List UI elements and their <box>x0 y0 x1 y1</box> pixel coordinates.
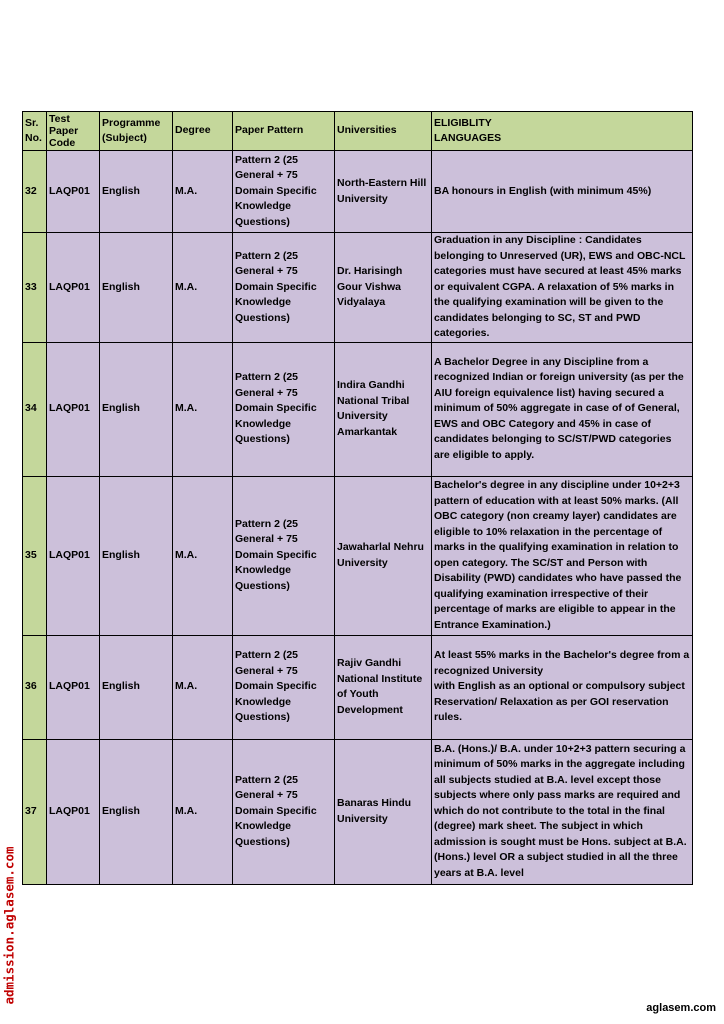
sr-cell: 35 <box>23 476 47 635</box>
sr-cell: 37 <box>23 739 47 884</box>
university-cell: Banaras Hindu University <box>335 739 432 884</box>
paper-pattern-cell: Pattern 2 (25 General + 75 Domain Specific Knowledge Questions) <box>233 151 335 233</box>
eligibility-cell: A Bachelor Degree in any Discipline from a recognized Indian or foreign university (as per the AIU foreign equivalence list) having secured a minimum of 50% aggregate in case of of General, EWS and OBC Category and 45% in case of candidates belonging to SC/ST/PWD categories are eligible to apply. <box>432 342 693 476</box>
test-paper-code-cell: LAQP01 <box>47 342 100 476</box>
paper-pattern-cell: Pattern 2 (25 General + 75 Domain Specific Knowledge Questions) <box>233 476 335 635</box>
eligibility-cell: At least 55% marks in the Bachelor's degree from a recognized University with English as an optional or compulsory subject Reservation/ Relaxation as per GOI reservation rules. <box>432 635 693 739</box>
university-cell: Indira Gandhi National Tribal University Amarkantak <box>335 342 432 476</box>
paper-pattern-cell: Pattern 2 (25 General + 75 Domain Specific Knowledge Questions) <box>233 739 335 884</box>
header-languages-label: LANGUAGES <box>434 132 502 144</box>
header-test-paper-code: Test Paper Code <box>47 112 100 151</box>
degree-cell: M.A. <box>173 635 233 739</box>
test-paper-code-cell: LAQP01 <box>47 476 100 635</box>
header-universities: Universities <box>335 112 432 151</box>
programme-cell: English <box>100 739 173 884</box>
eligibility-cell: B.A. (Hons.)/ B.A. under 10+2+3 pattern securing a minimum of 50% marks in the aggregate including all subjects studied at B.A. level except those subjects where only pass marks are required and which do not contribute to the total in the final (degree) mark sheet. The subject in which admission is sought must be Hons. subject at B.A. (Hons.) level OR a subject studied in all the three years at B.A. level <box>432 739 693 884</box>
eligibility-table <box>22 111 693 885</box>
header-programme: Programme (Subject) <box>100 112 173 151</box>
university-cell: Dr. Harisingh Gour Vishwa Vidyalaya <box>335 233 432 343</box>
test-paper-code-cell: LAQP01 <box>47 635 100 739</box>
programme-cell: English <box>100 635 173 739</box>
header-degree: Degree <box>173 112 233 151</box>
paper-pattern-cell: Pattern 2 (25 General + 75 Domain Specific Knowledge Questions) <box>233 233 335 343</box>
table-row <box>23 233 693 343</box>
header-eligibility <box>432 112 693 151</box>
table-row <box>23 151 693 233</box>
sr-cell: 34 <box>23 342 47 476</box>
table-row <box>23 342 693 476</box>
test-paper-code-cell: LAQP01 <box>47 151 100 233</box>
degree-cell: M.A. <box>173 342 233 476</box>
paper-pattern-cell: Pattern 2 (25 General + 75 Domain Specific Knowledge Questions) <box>233 635 335 739</box>
university-cell: Rajiv Gandhi National Institute of Youth Development <box>335 635 432 739</box>
sr-cell: 33 <box>23 233 47 343</box>
programme-cell: English <box>100 151 173 233</box>
test-paper-code-cell: LAQP01 <box>47 233 100 343</box>
university-cell: North-Eastern Hill University <box>335 151 432 233</box>
table-header-row <box>23 112 693 151</box>
degree-cell: M.A. <box>173 151 233 233</box>
programme-cell: English <box>100 233 173 343</box>
eligibility-cell: Bachelor's degree in any discipline under 10+2+3 pattern of education with at least 50% marks. (All OBC category (non creamy layer) candidates are eligible to 10% relaxation in the percentage of marks in the qualifying examination in relation to open category. The SC/ST and Person with Disability (PWD) candidates who have passed the qualifying examination irrespective of their percentage of marks are eligible to appear in the Entrance Examination.) <box>432 476 693 635</box>
programme-cell: English <box>100 476 173 635</box>
header-sr-no: Sr. No. <box>23 112 47 151</box>
test-paper-code-cell: LAQP01 <box>47 739 100 884</box>
footer-site-name: aglasem.com <box>646 1002 716 1014</box>
programme-cell: English <box>100 342 173 476</box>
sr-cell: 36 <box>23 635 47 739</box>
eligibility-cell: Graduation in any Discipline : Candidates belonging to Unreserved (UR), EWS and OBC-NCL categories must have secured at least 45% marks or equivalent CGPA. A relaxation of 5% marks in the qualifying examination will be given to the candidates belonging to SC, ST and PWD categories. <box>432 233 693 343</box>
header-eligibility-label: ELIGIBLITY <box>434 116 492 129</box>
table-row <box>23 476 693 635</box>
table-row <box>23 635 693 739</box>
table-row <box>23 739 693 884</box>
paper-pattern-cell: Pattern 2 (25 General + 75 Domain Specific Knowledge Questions) <box>233 342 335 476</box>
header-paper-pattern: Paper Pattern <box>233 112 335 151</box>
degree-cell: M.A. <box>173 233 233 343</box>
university-cell: Jawaharlal Nehru University <box>335 476 432 635</box>
watermark-text: admission.aglasem.com <box>1 846 17 1005</box>
sr-cell: 32 <box>23 151 47 233</box>
degree-cell: M.A. <box>173 476 233 635</box>
eligibility-cell: BA honours in English (with minimum 45%) <box>432 151 693 233</box>
degree-cell: M.A. <box>173 739 233 884</box>
